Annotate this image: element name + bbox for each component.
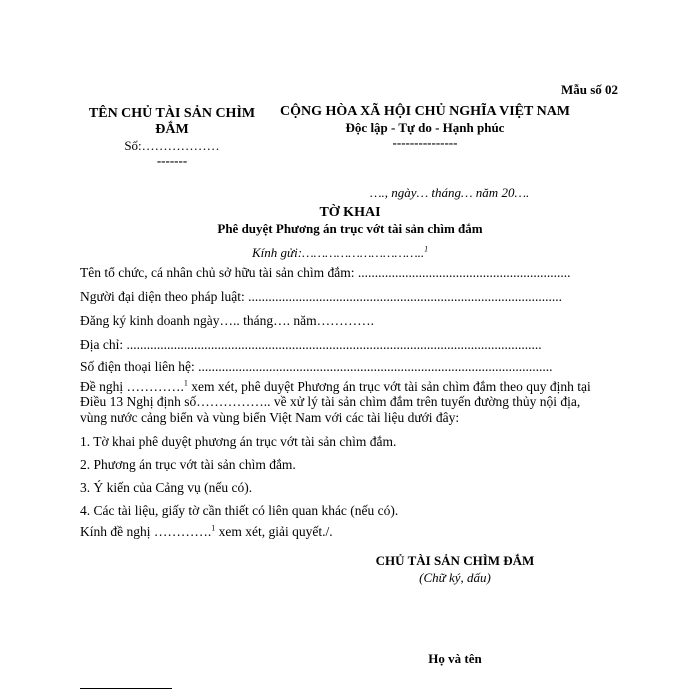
- recipient-line: [252, 245, 428, 261]
- national-motto: Độc lập - Tự do - Hạnh phúc: [345, 120, 505, 135]
- attachment-item-1: 1. Tờ khai phê duyệt phương án trục vớt tài sản chìm đắm.: [80, 434, 397, 449]
- attachment-item-4: 4. Các tài liệu, giấy tờ cần thiết có liên quan khác (nếu có).: [80, 503, 399, 518]
- left-header-rule: -------: [156, 153, 188, 168]
- field-phone: Số điện thoại liên hệ: .........................................................................................................: [80, 359, 553, 374]
- form-number: Mẫu số 02: [560, 82, 618, 97]
- signature-note: (Chữ ký, dấu): [419, 570, 491, 585]
- attachment-item-3: 3. Ý kiến của Cảng vụ (nếu có).: [80, 480, 253, 495]
- request-line-3: vùng nước cảng biển và vùng biển Việt Nam với các tài liệu dưới đây:: [80, 410, 460, 425]
- request-part2: xem xét, phê duyệt Phương án trục vớt tài sản chìm đắm theo quy định tại: [187, 379, 591, 394]
- owner-name-line1: TÊN CHỦ TÀI SẢN CHÌM: [88, 106, 256, 121]
- field-owner-name: Tên tổ chức, cá nhân chủ sở hữu tài sản chìm đắm: ...............................................................: [80, 265, 571, 280]
- field-address: Địa chỉ: ...........................................................................................................................: [80, 337, 542, 352]
- national-title: CỘNG HÒA XÃ HỘI CHỦ NGHĨA VIỆT NAM: [280, 104, 571, 119]
- closing-line: [80, 524, 333, 540]
- request-footnote: 1: [183, 378, 188, 388]
- signature-title: CHỦ TÀI SẢN CHÌM ĐẮM: [375, 553, 535, 568]
- request-line-2: Điều 13 Nghị định số…………….. về xử lý tài sản chìm đắm trên tuyến đường thủy nội địa,: [80, 394, 581, 409]
- field-legal-representative: Người đại diện theo pháp luật: .............................................................................................: [80, 289, 563, 304]
- right-header-rule: ---------------: [392, 135, 458, 150]
- field-business-registration: Đăng ký kinh doanh ngày….. tháng…. năm………….: [80, 313, 374, 328]
- form-subtitle: Phê duyệt Phương án trục vớt tài sản chìm đắm: [217, 221, 483, 236]
- closing-footnote: 1: [211, 523, 216, 533]
- request-line-1: [80, 379, 591, 395]
- left-header: [72, 106, 272, 168]
- recipient-text: Kính gửi:…………………………..: [252, 245, 425, 260]
- attachment-item-2: 2. Phương án trục vớt tài sản chìm đắm.: [80, 457, 296, 472]
- document-number: Số:………………: [124, 138, 220, 153]
- recipient-footnote: 1: [424, 244, 429, 254]
- signer-name-label: Họ và tên: [428, 651, 482, 666]
- closing-part2: xem xét, giải quyết./.: [215, 524, 333, 539]
- owner-name-line2: ĐẮM: [155, 122, 189, 137]
- closing-part1: Kính đề nghị ………….: [80, 524, 212, 539]
- request-part1: Đề nghị ………….: [80, 379, 184, 394]
- form-title: TỜ KHAI: [319, 205, 381, 220]
- date-line: …., ngày… tháng… năm 20….: [370, 185, 530, 200]
- footnote-divider: [80, 688, 172, 689]
- right-header: [280, 104, 570, 150]
